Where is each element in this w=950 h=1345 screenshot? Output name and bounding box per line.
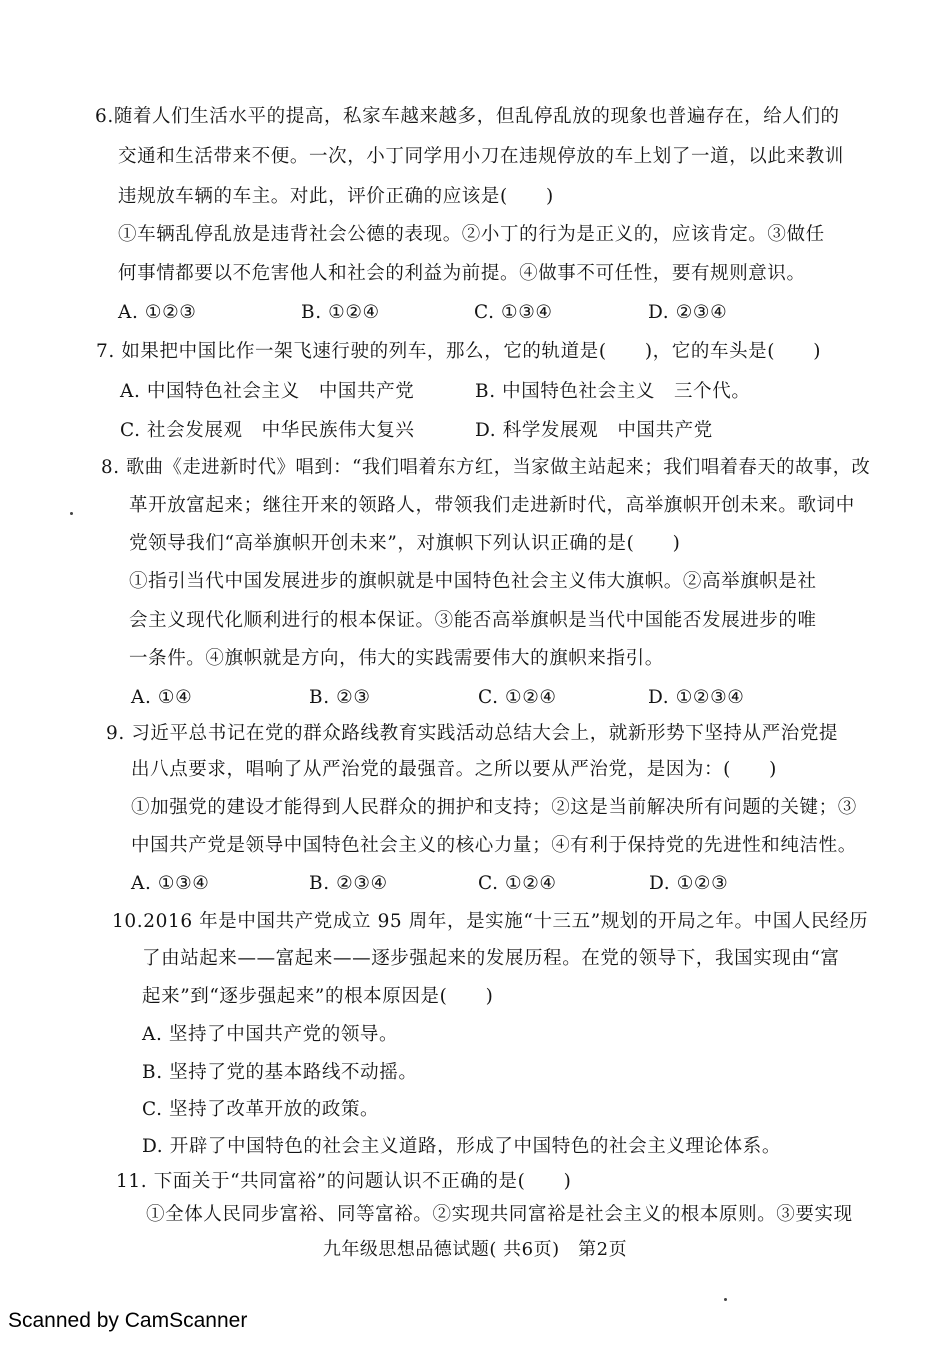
q10-option-c: C. 坚持了改革开放的政策。 [142,1099,380,1120]
q6-line-2: 交通和生活带来不便。一次，小丁同学用小刀在违规停放的车上划了一道，以此来教训 [118,146,844,167]
q7-options-row-1 [120,380,860,404]
q6-line-5: 何事情都要以不危害他人和社会的利益为前提。④做事不可任性，要有规则意识。 [118,263,806,284]
q6-line-4: ①车辆乱停乱放是违背社会公德的表现。②小丁的行为是正义的，应该肯定。③做任 [118,224,825,245]
q9-line-3: ①加强党的建设才能得到人民群众的拥护和支持；②这是当前解决所有问题的关键；③ [131,797,857,818]
q7-option-d: D. 科学发展观 中国共产党 [475,420,713,441]
q6-option-c: C. ①③④ [474,302,553,323]
q8-line-1: 8. 歌曲《走进新时代》唱到：“我们唱着东方红，当家做主站起来；我们唱着春天的故事，改 [101,457,871,478]
q10-line-1: 10.2016 年是中国共产党成立 95 周年，是实施“十三五”规划的开局之年。中国人民经历 [112,911,869,932]
scan-speck [724,1298,727,1301]
q9-option-b: B. ②③④ [309,873,388,894]
q8-option-d: D. ①②③④ [648,687,745,708]
q7-option-c: C. 社会发展观 中华民族伟大复兴 [120,420,415,441]
q10-line-2: 了由站起来——富起来——逐步强起来的发展历程。在党的领导下，我国实现由“富 [142,948,840,969]
q7-line-1: 7. 如果把中国比作一架飞速行驶的列车，那么，它的轨道是( )，它的车头是( ) [96,341,822,362]
q7-options-row-2 [120,419,860,443]
q8-line-3: 党领导我们“高举旗帜开创未来”，对旗帜下列认识正确的是( ) [129,533,681,554]
q6-options [118,301,818,325]
q11-line-2: ①全体人民同步富裕、同等富裕。②实现共同富裕是社会主义的根本原则。③要实现 [146,1204,853,1225]
q9-line-4: 中国共产党是领导中国特色社会主义的核心力量；④有利于保持党的先进性和纯洁性。 [131,835,857,856]
q9-options [131,872,831,896]
q10-option-a: A. 坚持了中国共产党的领导。 [142,1024,399,1045]
q10-option-b: B. 坚持了党的基本路线不动摇。 [142,1062,418,1083]
q10-option-d: D. 开辟了中国特色的社会主义道路，形成了中国特色的社会主义理论体系。 [142,1136,781,1157]
scanner-watermark: Scanned by CamScanner [8,1309,248,1332]
q11-line-1: 11. 下面关于“共同富裕”的问题认识不正确的是( ) [116,1171,572,1192]
scan-speck [70,512,73,515]
q6-line-3: 违规放车辆的车主。对此，评价正确的应该是( ) [118,186,554,207]
q8-option-b: B. ②③ [309,687,371,708]
q8-line-2: 革开放富起来；继往开来的领路人，带领我们走进新时代，高举旗帜开创未来。歌词中 [129,495,855,516]
q8-line-5: 会主义现代化顺利进行的根本保证。③能否高举旗帜是当代中国能否发展进步的唯 [129,610,817,631]
q9-option-d: D. ①②③ [649,873,729,894]
q8-line-4: ①指引当代中国发展进步的旗帜就是中国特色社会主义伟大旗帜。②高举旗帜是社 [129,571,817,592]
q6-option-a: A. ①②③ [118,302,197,323]
q10-line-3: 起来”到“逐步强起来”的根本原因是( ) [142,986,494,1007]
q9-line-2: 出八点要求，唱响了从严治党的最强音。之所以要从严治党，是因为：( ) [131,759,777,780]
q8-option-c: C. ①②④ [478,687,557,708]
q6-line-1: 6.随着人们生活水平的提高，私家车越来越多，但乱停乱放的现象也普遍存在，给人们的 [95,106,840,127]
q8-options [131,686,831,710]
q9-line-1: 9. 习近平总书记在党的群众路线教育实践活动总结大会上，就新形势下坚持从严治党提 [106,723,839,744]
q6-option-d: D. ②③④ [648,302,728,323]
q7-option-b: B. 中国特色社会主义 三个代。 [475,381,751,402]
page-footer: 九年级思想品德试题( 共6页) 第2页 [322,1239,628,1260]
q8-option-a: A. ①④ [131,687,193,708]
q7-option-a: A. 中国特色社会主义 中国共产党 [120,381,415,402]
q9-option-a: A. ①③④ [131,873,210,894]
q8-line-6: 一条件。④旗帜就是方向，伟大的实践需要伟大的旗帜来指引。 [129,648,664,669]
q9-option-c: C. ①②④ [478,873,557,894]
q6-option-b: B. ①②④ [301,302,380,323]
